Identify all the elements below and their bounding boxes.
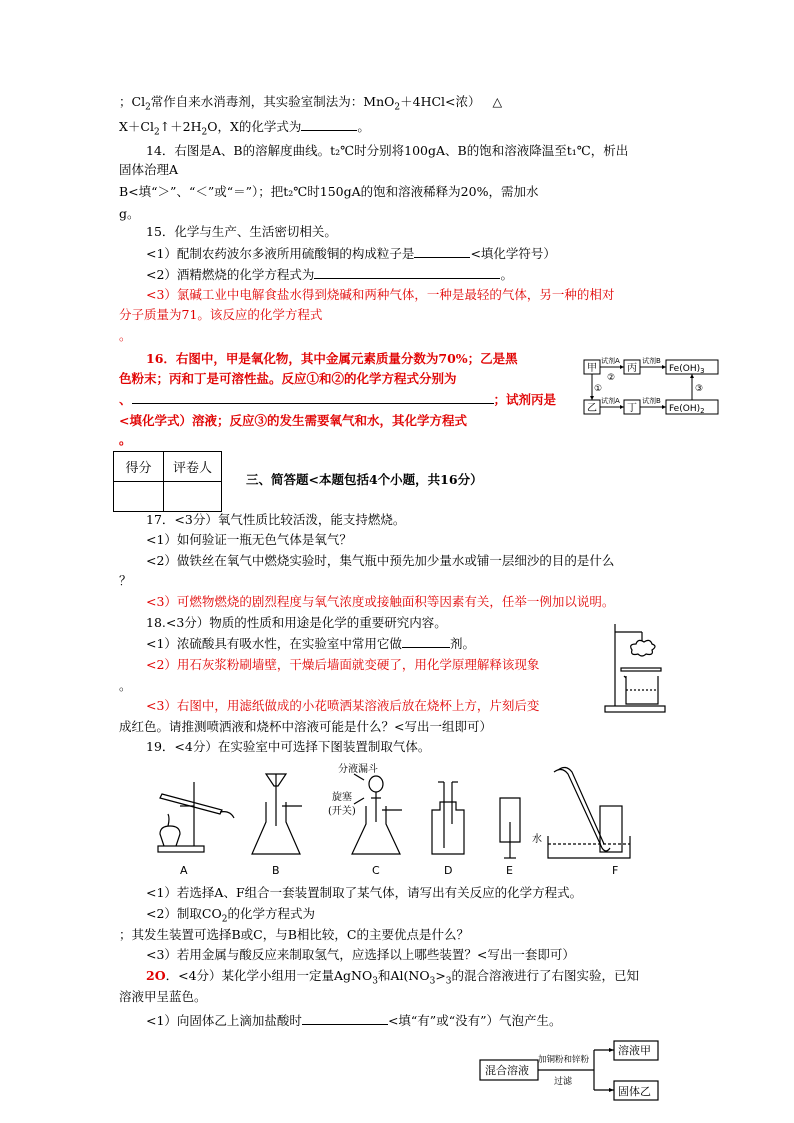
q19-p2-line2: ；其发生装置可选择B或C，与B相比较，C的主要优点是什么？ [119,927,470,942]
label-water: 水 [532,834,542,845]
q15-p2: <2）酒精燃烧的化学方程式为 。 [146,267,513,282]
q16-line4: <填化学式）溶液；反应③的发生需要氧气和水，其化学方程式 [119,413,467,428]
heat-symbol: △ [492,94,503,109]
q17-p2-line2: ？ [119,573,132,588]
q14-line3: B<填“＞”、“＜”或“＝”）；把t₂℃时150gA的饱和溶液稀释为20%，需加水 [119,184,539,199]
q19-p1: <1）若选择A、F组合一套装置制取了某气体，请写出有关反应的化学方程式。 [146,885,583,900]
node-bing: 丙 [627,363,637,374]
answer-blank[interactable] [414,245,470,258]
flower-beaker-figure [600,618,670,718]
q13-line1: ；$Cl_2$常作自来水消毒剂，其实验室制法为：MnO$_2$＋4HCl<浓） △ [119,94,503,113]
node-yi: 乙 [587,403,597,414]
node-fe-oh-3: $Fe(OH)_3$ [669,364,705,375]
answer-blank[interactable] [314,266,500,279]
answer-blank[interactable] [402,635,450,648]
label-switch: (开关) [328,806,356,817]
node-mixed-solution: 混合溶液 [485,1064,529,1077]
q18-p2-line1: <2）用石灰浆粉刷墙壁，干燥后墙面就变硬了，用化学原理解释该现象 [146,657,540,672]
q20-flow-diagram [478,1038,678,1106]
label-filter: 过滤 [554,1077,573,1087]
score-table [113,451,222,512]
reagent-b-bottom: 试剂B [642,397,661,405]
score-header: 得分 [114,452,164,482]
reagent-a-top: 试剂A [601,357,620,365]
q17-p1: <1）如何验证一瓶无色气体是氧气？ [146,532,352,547]
node-solid-yi: 固体乙 [618,1085,651,1098]
q18-p1: <1）浓硫酸具有吸水性，在实验室中常用它做 剂。 [146,636,475,651]
label-funnel: 分液漏斗 [338,764,378,775]
node-ding: 丁 [627,403,637,414]
answer-blank[interactable] [302,1012,388,1025]
q16-line3: 、 ；试剂丙是 [119,392,557,407]
q16-reaction-diagram [582,352,722,424]
q14-line2: 固体治理A [119,162,179,177]
q19-p2: <2）制取$CO_2$的化学方程式为 [146,906,315,925]
q18-p2-line2: 。 [119,678,132,693]
q15-title: 15．化学与生产、生活密切相关。 [146,224,337,239]
label-a: A [180,864,188,877]
reaction-1: ① [594,384,603,394]
q18-p3-line1: <3）右图中，用滤纸做成的小花喷洒某溶液后放在烧杯上方，片刻后变 [146,698,540,713]
section-heading: 三、简答题<本题包括4个小题，共16分） [246,472,483,487]
apparatus-figure [150,762,650,880]
answer-blank[interactable] [301,118,357,131]
q17-title: 17．<3分）氧气性质比较活泼，能支持燃烧。 [146,512,406,527]
node-jia: 甲 [587,363,597,374]
q20-title: 2O．<4分）某化学小组用一定量AgNO$_3$和$Al(NO_3>_3$的混合溶液进行了右图实验，已知 [146,968,640,987]
label-f: F [612,864,619,877]
q20-line2: 溶液甲呈蓝色。 [119,989,207,1004]
q16-line1: 16．右图中，甲是氧化物，其中金属元素质量分数为70%；乙是黑 [146,351,518,366]
q16-line2: 色粉末；丙和丁是可溶性盐。反应①和②的化学方程式分别为 [119,371,457,386]
label-d: D [444,864,453,877]
label-c: C [372,864,380,877]
q15-p1: <1）配制农药波尔多液所用硫酸铜的构成粒子是 <填化学符号） [146,246,556,261]
q13-line2: $X+Cl_2↑+2H_2O$，X的化学式为 。 [119,119,370,138]
q18-p3-line2: 成红色。请推测喷洒液和烧杯中溶液可能是什么？<写出一组即可） [119,719,492,734]
q17-p3: <3）可燃物燃烧的剧烈程度与氧气浓度或接触面积等因素有关，任举一例加以说明。 [146,594,615,609]
label-b: B [272,864,280,877]
q14-line4: g。 [119,206,140,221]
q19-p3: <3）若用金属与酸反应来制取氢气，应选择以上哪些装置？<写出一套即可） [146,947,575,962]
q15-p3-line3: 。 [119,328,132,343]
reagent-a-bottom: 试剂A [601,397,620,405]
q17-p2-line1: <2）做铁丝在氧气中燃烧实验时，集气瓶中预先加少量水或铺一层细沙的目的是什么 [146,553,615,568]
reaction-2: ② [607,373,616,383]
reaction-3: ③ [695,384,704,394]
q16-line5: 。 [119,432,132,447]
node-solution-jia: 溶液甲 [618,1044,651,1057]
grader-cell[interactable] [164,482,222,512]
q14-line1: 14．右图是A、B的溶解度曲线。t₂℃时分别将100gA、B的饱和溶液降温至t₁℃，析出 [146,143,629,158]
label-e: E [506,864,513,877]
q15-p3-line1: <3）氯碱工业中电解食盐水得到烧碱和两种气体，一种是最轻的气体，另一种的相对 [146,287,615,302]
grader-header: 评卷人 [164,452,222,482]
reagent-b-top: 试剂B [642,357,661,365]
q20-p1: <1）向固体乙上滴加盐酸时 <填“有”或“没有”）气泡产生。 [146,1013,562,1028]
node-fe-oh-2: $Fe(OH)_2$ [669,404,705,415]
score-cell[interactable] [114,482,164,512]
label-stopcock: 旋塞 [332,792,352,803]
label-add-powders: 加铜粉和锌粉 [538,1055,590,1065]
q19-title: 19．<4分）在实验室中可选择下图装置制取气体。 [146,739,431,754]
q15-p3-line2: 分子质量为71。该反应的化学方程式 [119,307,323,322]
answer-blank[interactable] [132,391,494,404]
q18-title: 18.<3分）物质的性质和用途是化学的重要研究内容。 [146,615,447,630]
